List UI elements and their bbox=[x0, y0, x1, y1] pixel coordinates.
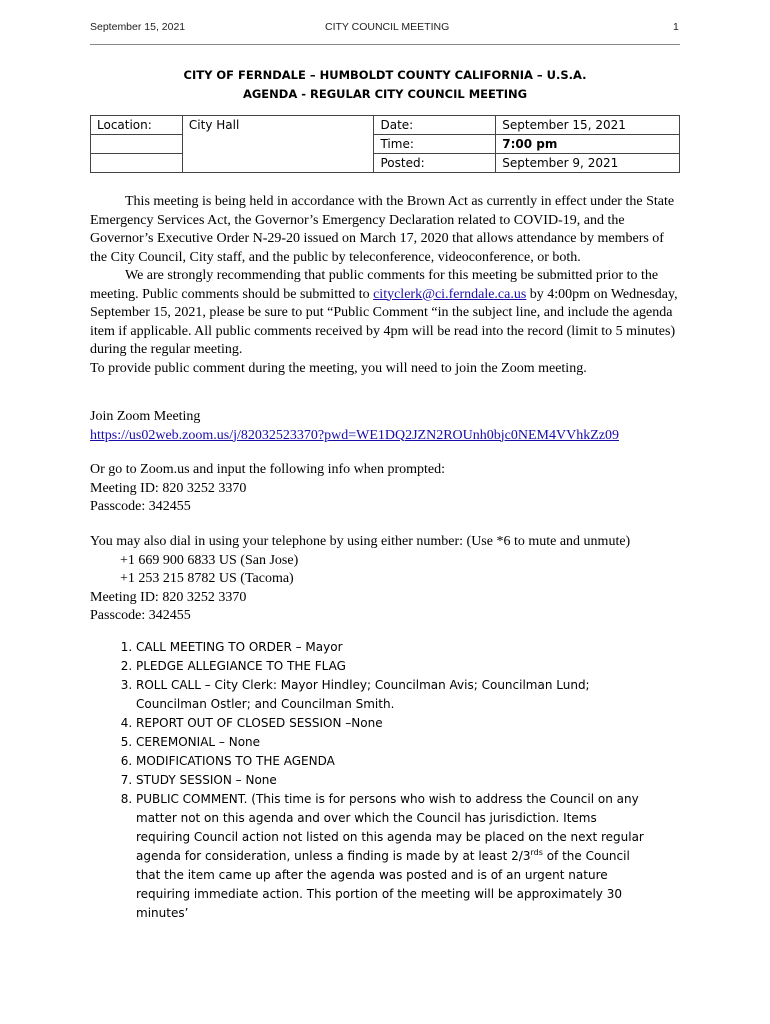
agenda-item: 1. CALL MEETING TO ORDER – Mayor bbox=[136, 638, 646, 657]
empty-cell bbox=[91, 135, 183, 154]
time-value: 7:00 pm bbox=[496, 135, 680, 154]
header-date: September 15, 2021 bbox=[90, 21, 186, 33]
time-label: Time: bbox=[374, 135, 496, 154]
zoom-info-section bbox=[90, 461, 682, 517]
location-value: City Hall bbox=[182, 116, 374, 173]
public-comment-text-a: PUBLIC COMMENT. (This time is for persons who wish to address the Council on any matter not on this agenda and over which the Council has jurisdiction. Items requiring Council action not listed on this agenda may be placed on the next regular agenda for consideration, unless a finding is made by at least 2/3 bbox=[136, 792, 644, 863]
agenda-item: 3. ROLL CALL – City Clerk: Mayor Hindley; Councilman Avis; Councilman Lund; Councilman Ostler; and Councilman Smith. bbox=[136, 676, 646, 714]
meeting-id: Meeting ID: 820 3252 3370 bbox=[90, 480, 247, 496]
agenda-item: 5. CEREMONIAL – None bbox=[136, 733, 646, 752]
dial-in-line: You may also dial in using your telephone by using either number: (Use *6 to mute and unmute) bbox=[90, 534, 631, 549]
passcode: Passcode: 342455 bbox=[90, 499, 191, 514]
agenda-item: 7. STUDY SESSION – None bbox=[136, 771, 646, 790]
header-divider bbox=[90, 44, 680, 45]
title-line-1: CITY OF FERNDALE – HUMBOLDT COUNTY CALIFORNIA – U.S.A. bbox=[183, 68, 587, 82]
empty-cell bbox=[91, 154, 183, 173]
agenda-item: 2. PLEDGE ALLEGIANCE TO THE FLAG bbox=[136, 657, 646, 676]
date-value: September 15, 2021 bbox=[496, 116, 680, 135]
superscript-rds: rds bbox=[530, 848, 543, 857]
dial-meeting-id: Meeting ID: 820 3252 3370 bbox=[90, 589, 247, 605]
public-comment-text-1: We are strongly recommending that public comments for this meeting be submitted prior to the meeting. Public comments should be submitted to bbox=[90, 268, 659, 302]
clerk-email-link[interactable]: cityclerk@ci.ferndale.ca.us bbox=[373, 286, 527, 302]
public-comment-text-2: by 4:00pm on Wednesday, September 15, 2021, please be sure to put “Public Comment “in the subject line, and include the agenda item if applicable. All public comments received by 4pm will be read into the record (limit to 5 minutes) during the regular meeting. bbox=[90, 286, 678, 357]
agenda-item-public-comment bbox=[136, 790, 646, 923]
brown-act-paragraph: This meeting is being held in accordance with the Brown Act as currently in effect under the State Emergency Services Act, the Governor’s Emergency Declaration related to COVID-19, and the Governor’s Executive Order N-29-20 issued on March 17, 2020 that allows attendance by members of the City Council, City staff, and the public by teleconference, videoconference, or both. bbox=[90, 194, 675, 265]
meeting-info-table bbox=[90, 115, 680, 173]
date-label: Date: bbox=[374, 116, 496, 135]
posted-label: Posted: bbox=[374, 154, 496, 173]
dial-in-section bbox=[90, 533, 682, 626]
public-comment-text-b: of the Council that the item came up after the agenda was posted and is of an urgent nature requiring immediate action. This portion of the meeting will be approximately 30 minutes’ bbox=[136, 849, 630, 920]
phone-number-san-jose: +1 669 900 6833 US (San Jose) bbox=[120, 552, 299, 568]
dial-passcode: Passcode: 342455 bbox=[90, 608, 191, 623]
public-comment-paragraph bbox=[90, 267, 682, 360]
agenda-item: 4. REPORT OUT OF CLOSED SESSION –None bbox=[136, 714, 646, 733]
title-line-2: AGENDA - REGULAR CITY COUNCIL MEETING bbox=[242, 87, 528, 101]
document-title bbox=[90, 66, 680, 104]
posted-value: September 9, 2021 bbox=[496, 154, 680, 173]
header-page-number: 1 bbox=[673, 21, 679, 33]
zoom-meeting-link[interactable]: https://us02web.zoom.us/j/82032523370?pwd=WE1DQ2JZN2ROUnh0bjc0NEM4VVhkZz09 bbox=[90, 427, 619, 443]
join-zoom-label: Join Zoom Meeting bbox=[90, 409, 201, 424]
intro-section bbox=[90, 193, 682, 378]
location-label: Location: bbox=[91, 116, 183, 135]
agenda-list bbox=[90, 638, 646, 923]
agenda-item: 6. MODIFICATIONS TO THE AGENDA bbox=[136, 752, 646, 771]
zoom-instruction: To provide public comment during the meeting, you will need to join the Zoom meeting. bbox=[90, 360, 587, 376]
goto-zoom-line: Or go to Zoom.us and input the following info when prompted: bbox=[90, 462, 446, 477]
zoom-section bbox=[90, 408, 682, 445]
phone-number-tacoma: +1 253 215 8782 US (Tacoma) bbox=[120, 571, 294, 586]
header-title: CITY COUNCIL MEETING bbox=[325, 21, 450, 33]
